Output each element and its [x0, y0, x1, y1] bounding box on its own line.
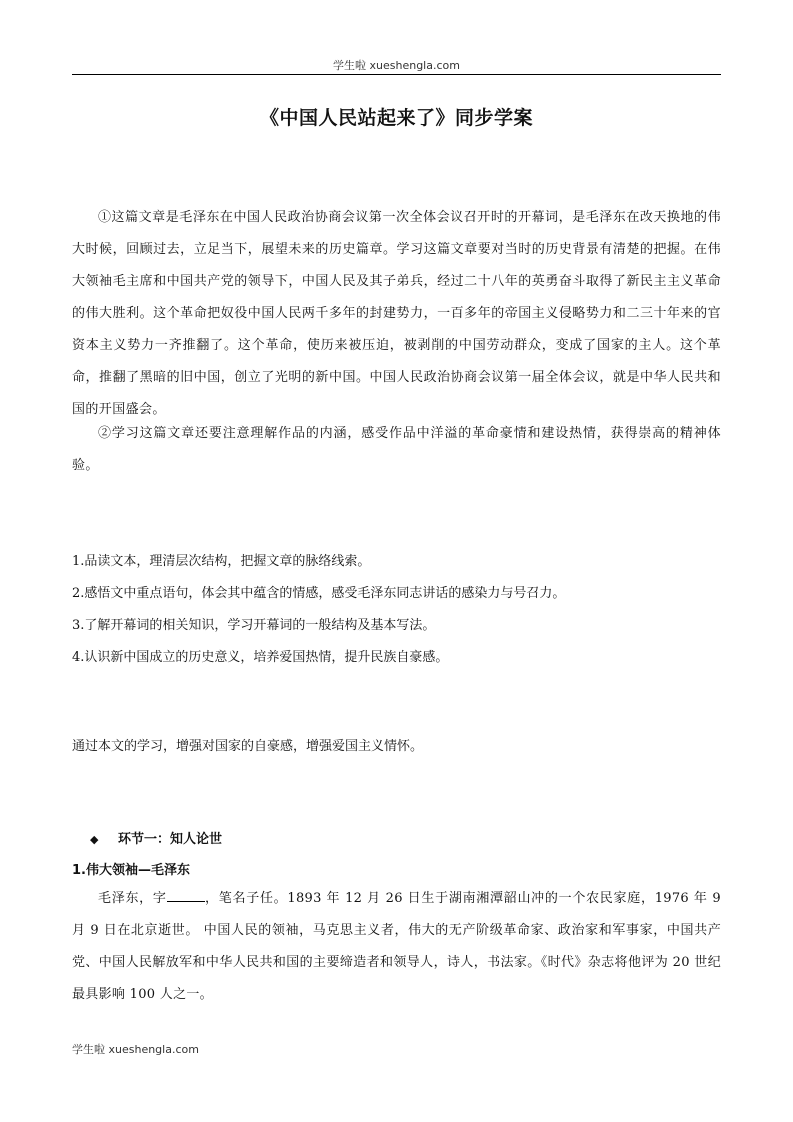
header-divider [72, 74, 721, 75]
fill-in-blank[interactable] [167, 888, 205, 902]
section-heading [90, 824, 222, 856]
objective-item: 2.感悟文中重点语句，体会其中蕴含的情感，感受毛泽东同志讲话的感染力与号召力。 [72, 586, 566, 601]
bio-body: ，笔名子任。1893 年 12 月 26 日生于湖南湘潭韶山冲的一个农民家庭，1976 年 9 月 9 日在北京逝世。 中国人民的领袖，马克思主义者，伟大的无产阶级革命家、政治家和军事家，中国共产党、中国人民解放军和中华人民共和国的主要缔造者和领导人，诗人，书法家。《时代》杂志将他评为 20 世纪最具影响 100 人之一。 [72, 891, 721, 1002]
document-title: 《中国人民站起来了》同步学案 [259, 107, 533, 129]
diamond-bullet-icon: ◆ [90, 833, 99, 846]
footer-site-text: 学生啦 xueshengla.com [72, 1043, 199, 1056]
intro-paragraph-2: ②学习这篇文章还要注意理解作品的内涵，感受作品中洋溢的革命豪情和建设热情，获得崇高的精神体验。 [72, 426, 721, 473]
subsection-heading: 1.伟大领袖—毛泽东 [72, 863, 190, 878]
objective-item: 1.品读文本，理清层次结构，把握文章的脉络线索。 [72, 554, 371, 569]
emotional-goal-text: 通过本文的学习，增强对国家的自豪感，增强爱国主义情怀。 [72, 739, 424, 754]
intro-paragraph-1: ①这篇文章是毛泽东在中国人民政治协商会议第一次全体会议召开时的开幕词，是毛泽东在改天换地的伟大时候，回顾过去，立足当下，展望未来的历史篇章。学习这篇文章要对当时的历史背景有清楚的把握。在伟大领袖毛主席和中国共产党的领导下，中国人民及其子弟兵，经过二十八年的英勇奋斗取得了新民主主义革命的伟大胜利。这个革命把奴役中国人民两千多年的封建势力，一百多年的帝国主义侵略势力和二三十年来的官资本主义势力一齐推翻了。这个革命，使历来被压迫，被剥削的中国劳动群众，变成了国家的主人。这个革命，推翻了黑暗的旧中国，创立了光明的新中国。中国人民政治协商会议第一届全体会议，就是中华人民共和国的开国盛会。 [72, 210, 721, 417]
objective-item: 3.了解开幕词的相关知识，学习开幕词的一般结构及基本写法。 [72, 618, 436, 633]
objective-item: 4.认识新中国成立的历史意义，培养爱国热情，提升民族自豪感。 [72, 650, 449, 665]
header-site-text: 学生啦 xueshengla.com [333, 59, 460, 72]
section-heading-text: 环节一：知人论世 [118, 832, 223, 847]
learning-objectives-list [72, 546, 721, 674]
biography-paragraph [72, 883, 721, 1011]
bio-prefix: 毛泽东，字 [98, 891, 167, 906]
